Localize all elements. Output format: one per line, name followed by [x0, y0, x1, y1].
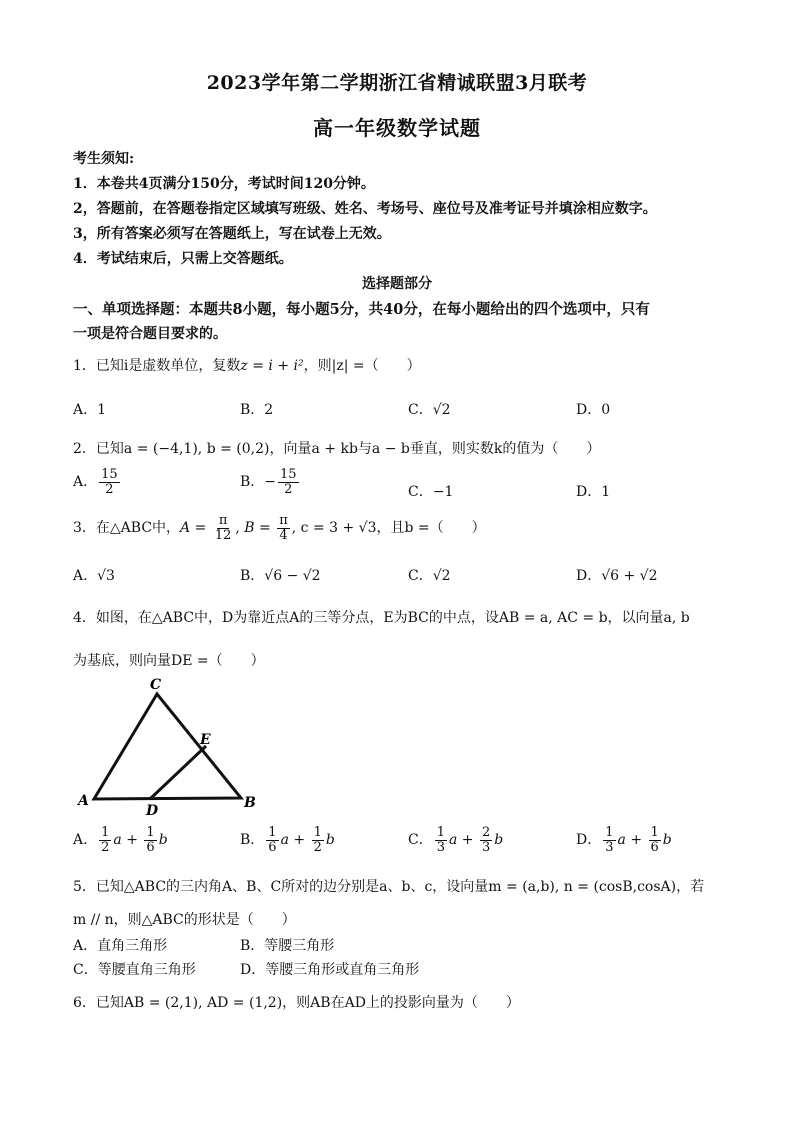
q3-option-b: B．√6 − √2 [240, 568, 321, 584]
numerator: 1 [146, 825, 155, 840]
vertex-label-c: C [150, 677, 162, 693]
denominator: 3 [436, 839, 445, 855]
question-4-stem-line1: 4．如图，在△ABC中，D为靠近点A的三等分点，E为BC的中点，设AB = a, AC = b，以向量a, b [73, 610, 690, 626]
q5-option-c: C．等腰直角三角形 [73, 962, 196, 978]
denominator: 6 [268, 839, 277, 855]
question-4-stem-line2: 为基底，则向量DE =（ ） [73, 653, 265, 669]
q4-option-a: A． $\frac{1}{2}$ a + $\frac{1}{6}$ b [73, 825, 168, 855]
q5-option-a: A．直角三角形 [73, 938, 168, 954]
segment-de [150, 746, 206, 799]
denominator: 2 [284, 481, 293, 497]
q1-suffix: ，则|z| =（ ） [303, 358, 421, 374]
question-5-stem-line2: m // n，则△ABC的形状是（ ） [73, 912, 296, 928]
q1-option-a: A．1 [73, 402, 107, 418]
question-1-stem [73, 355, 421, 375]
fraction [480, 826, 492, 854]
q2-option-d: D．1 [576, 484, 611, 500]
question-3-stem: 3．在△ABC中，A = $\frac{\pi}{12}$ , B = $\frac{\pi}{4}$ , c = 3 + √3，且b =（ ） [73, 513, 486, 543]
denominator: 2 [105, 481, 114, 497]
vertex-label-b: B [244, 795, 256, 811]
vertex-label-e: E [200, 732, 211, 748]
fraction [99, 468, 120, 496]
numerator: 1 [101, 825, 110, 840]
q1-option-c: C．√2 [408, 402, 451, 418]
numerator: 1 [268, 825, 277, 840]
q3-option-d: D．√6 + √2 [576, 568, 658, 584]
fraction [144, 826, 156, 854]
denominator: 2 [313, 839, 322, 855]
q2-b-label: B． [240, 474, 265, 491]
q1-prefix: 1．已知i是虚数单位，复数 [73, 358, 241, 374]
fraction [266, 826, 278, 854]
notice-item: 1．本卷共4页满分150分，考试时间120分钟。 [73, 176, 375, 192]
q2-option-a [73, 468, 122, 496]
exam-subtitle: 高一年级数学试题 [313, 116, 481, 140]
q4-option-d: D． $\frac{1}{3}$ a + $\frac{1}{6}$ b [576, 825, 672, 855]
q2-option-b [240, 468, 301, 496]
q5-option-d: D．等腰三角形或直角三角形 [240, 962, 420, 978]
q3-option-a: A．√3 [73, 568, 115, 584]
q3-suffix: , c = 3 + √3，且b =（ ） [291, 520, 486, 537]
denominator: 6 [650, 839, 659, 855]
q1-option-b: B．2 [240, 402, 274, 418]
numerator: 15 [101, 467, 118, 482]
notice-item: 3，所有答案必须写在答题纸上，写在试卷上无效。 [73, 226, 391, 242]
numerator: π [279, 513, 288, 528]
notice-item: 2，答题前，在答题卷指定区域填写班级、姓名、考场号、座位号及准考证号并填涂相应数字。 [73, 201, 657, 217]
q1-formula: z = i + i² [240, 358, 304, 374]
numerator: 1 [436, 825, 445, 840]
numerator: π [218, 513, 228, 528]
q4-option-label: B． [240, 832, 265, 849]
section-label: 选择题部分 [362, 276, 432, 292]
q4-option-label: A． [73, 832, 98, 849]
fraction [278, 468, 299, 496]
section-instruction: 一、单项选择题：本题共8小题，每小题5分，共40分，在每小题给出的四个选项中，只有 [73, 301, 650, 318]
numerator: 15 [280, 467, 297, 482]
question-2-stem: 2．已知a = (−4,1), b = (0,2)，向量a + kb与a − b垂直，则实数k的值为（ ） [73, 441, 601, 457]
triangle-figure [72, 672, 272, 822]
denominator: 4 [279, 527, 288, 543]
q5-option-b: B．等腰三角形 [240, 938, 335, 954]
q4-option-label: C． [408, 832, 433, 849]
vertex-label-a: A [78, 793, 89, 809]
fraction [312, 826, 324, 854]
question-5-stem-line1: 5．已知△ABC的三内角A、B、C所对的边分别是a、b、c，设向量m = (a,b), n = (cosB,cosA)，若 [73, 879, 705, 895]
question-6-stem: 6．已知AB = (2,1), AD = (1,2)，则AB在AD上的投影向量为（ ） [73, 995, 520, 1011]
q4-option-label: D． [576, 832, 602, 849]
notice-heading: 考生须知: [73, 151, 135, 167]
numerator: 1 [313, 825, 322, 840]
numerator: 2 [482, 825, 491, 840]
denominator: 2 [101, 839, 110, 855]
fraction [603, 826, 615, 854]
q4-option-b: B． $\frac{1}{6}$ a + $\frac{1}{2}$ b [240, 825, 335, 855]
minus-sign: − [264, 474, 277, 491]
fraction [435, 826, 447, 854]
notice-item: 4．考试结束后，只需上交答题纸。 [73, 251, 293, 267]
denominator: 3 [605, 839, 614, 855]
fraction [277, 514, 290, 542]
q3-option-c: C．√2 [408, 568, 451, 584]
q1-option-d: D．0 [576, 402, 611, 418]
q2-a-label: A． [73, 474, 98, 491]
q2-option-c: C．−1 [408, 484, 454, 500]
section-instruction: 一项是符合题目要求的。 [73, 326, 227, 342]
denominator: 6 [146, 839, 155, 855]
numerator: 1 [605, 825, 614, 840]
fraction [213, 514, 234, 542]
vertex-label-d: D [146, 803, 159, 819]
fraction [649, 826, 661, 854]
denominator: 12 [214, 527, 232, 543]
q3-prefix: 3．在△ABC中， [73, 520, 181, 537]
numerator: 1 [650, 825, 659, 840]
exam-title: 2023学年第二学期浙江省精诚联盟3月联考 [206, 72, 588, 94]
fraction [99, 826, 111, 854]
denominator: 3 [482, 839, 491, 855]
q4-option-c: C． $\frac{1}{3}$ a + $\frac{2}{3}$ b [408, 825, 504, 855]
